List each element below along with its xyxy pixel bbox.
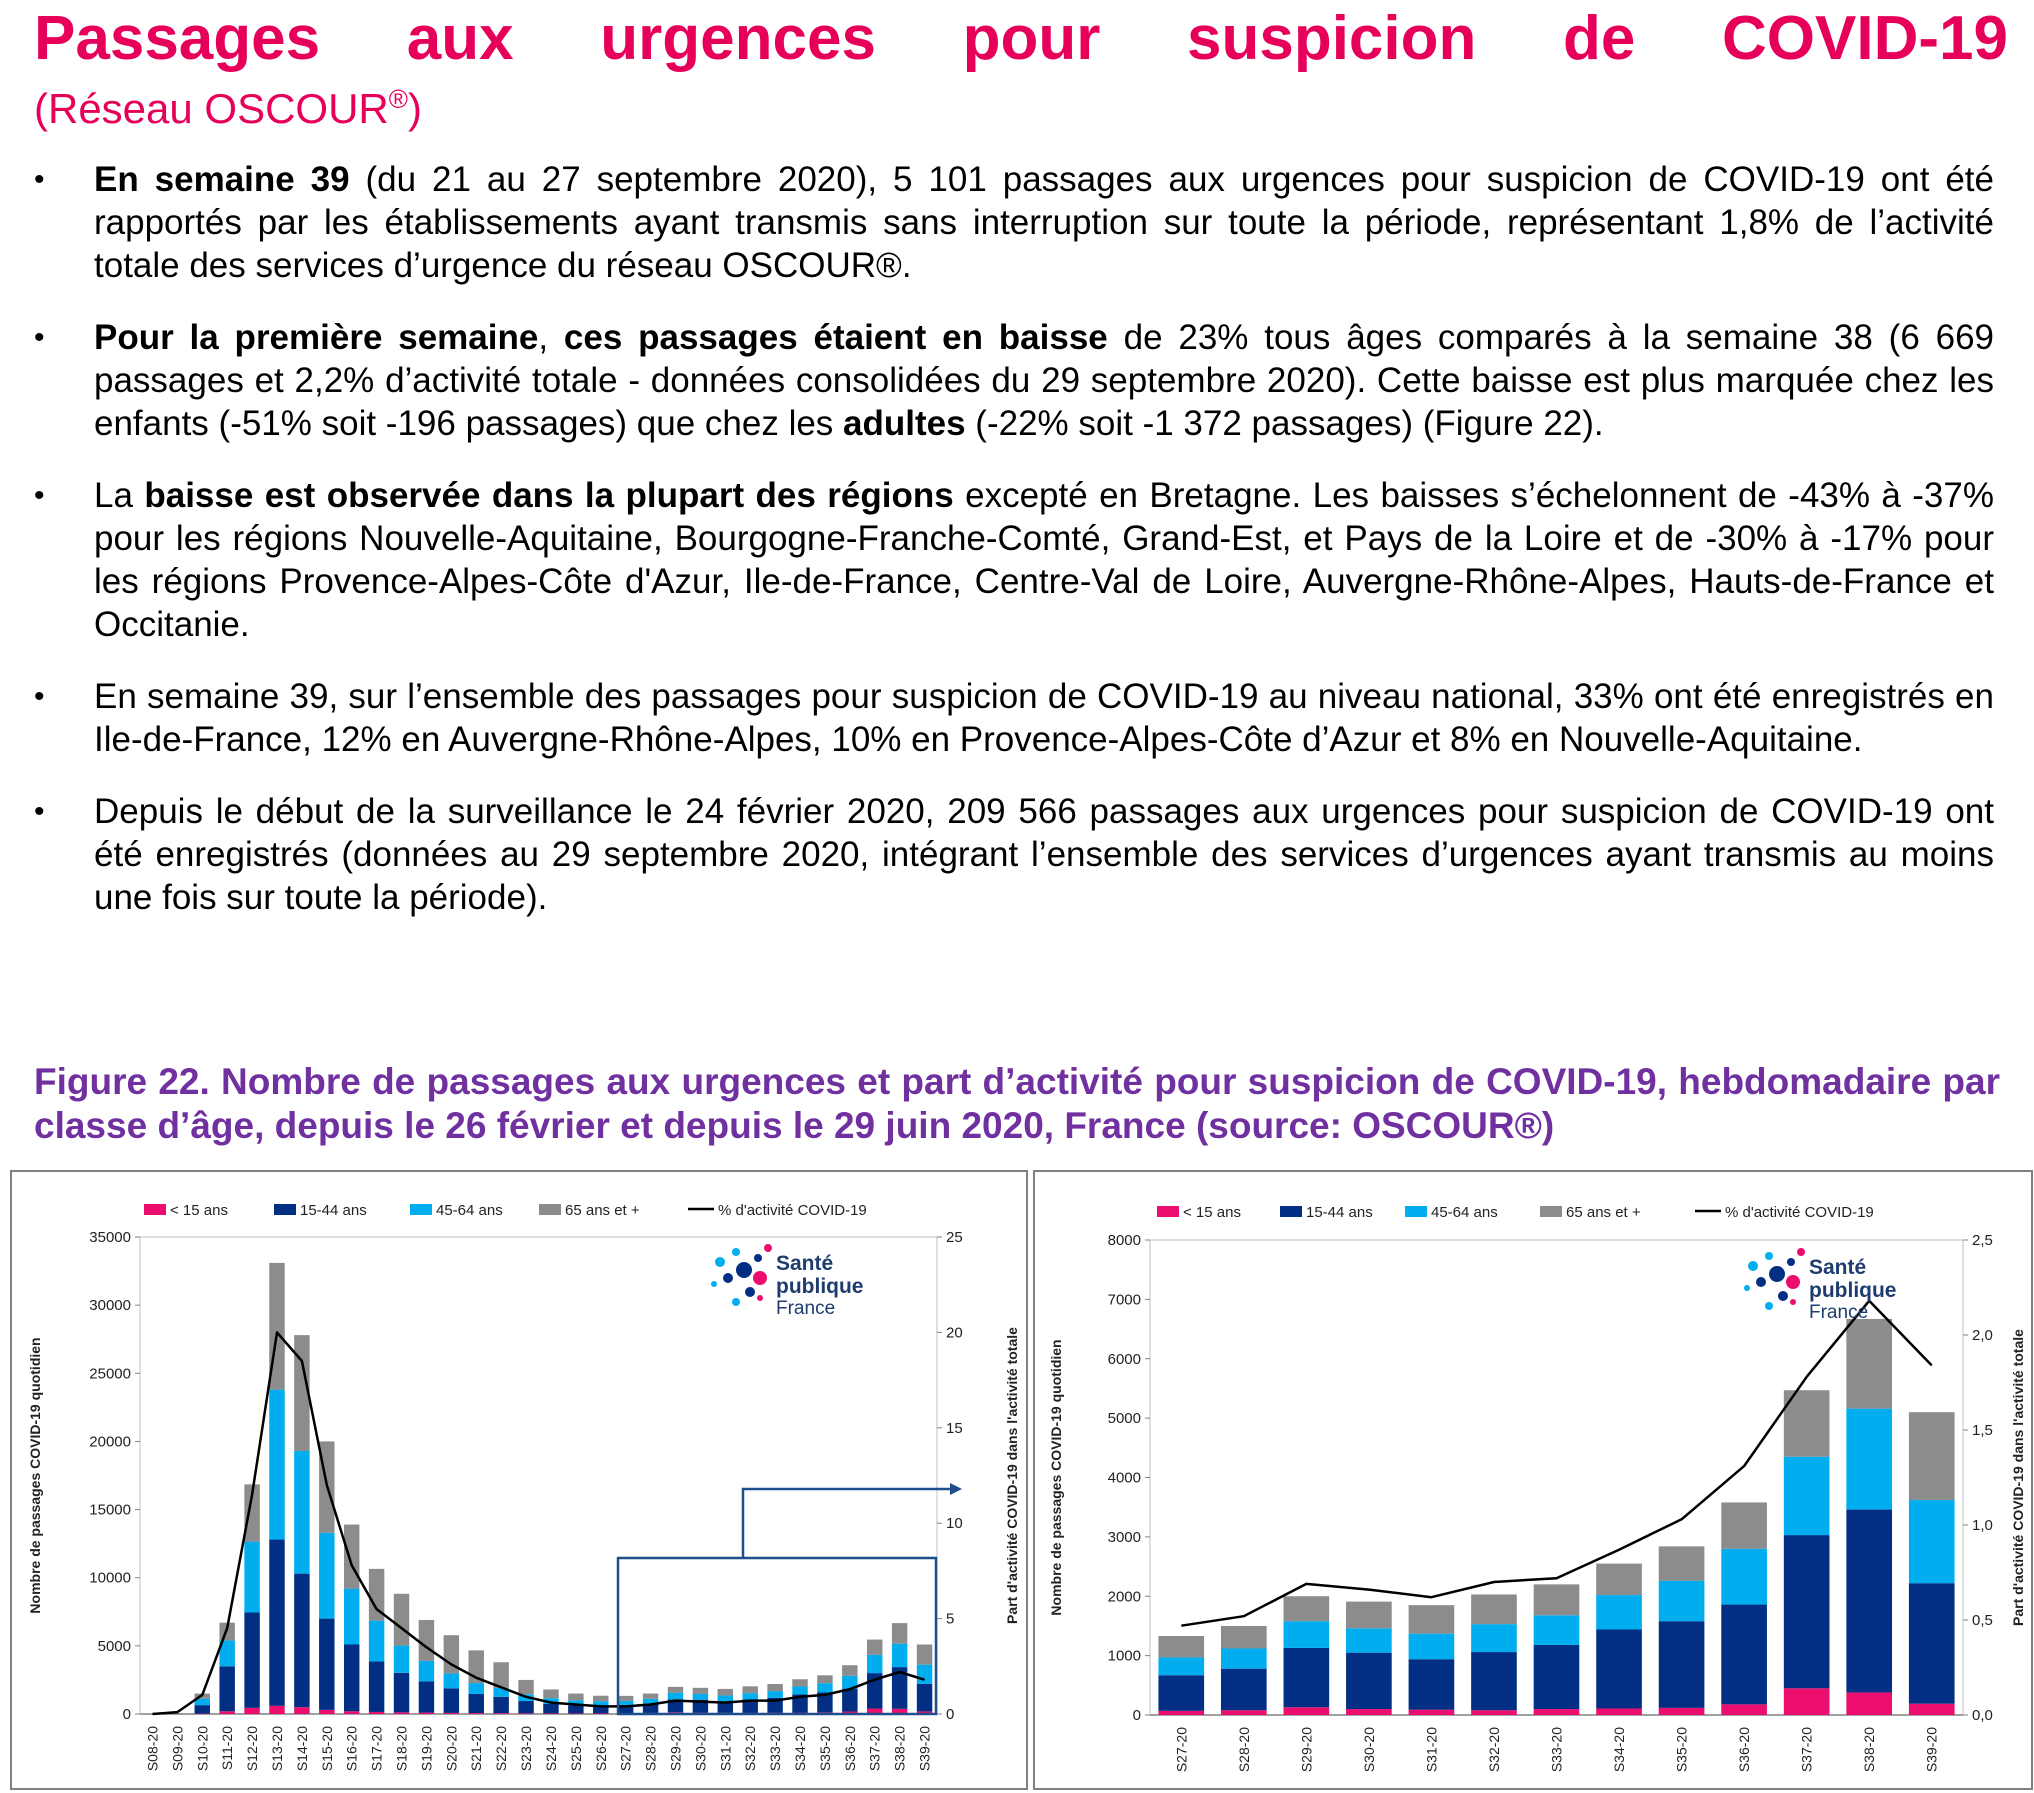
bar-segment [1784,1688,1830,1715]
x-tick-label: S33-20 [1549,1727,1565,1772]
bar-segment [1471,1624,1517,1652]
y2-tick-label: 0,5 [1972,1612,1993,1629]
bar-segment [1409,1634,1455,1660]
bar-segment [742,1686,757,1693]
bar-segment [1284,1596,1330,1621]
y2-tick-label: 2,0 [1972,1327,1993,1344]
bar-segment [1221,1626,1267,1649]
y2-tick-label: 1,0 [1972,1517,1993,1534]
y2-tick-label: 25 [946,1229,963,1246]
bar-segment [518,1680,533,1694]
logo-dot [1778,1291,1788,1301]
legend-label: 15-44 ans [300,1202,367,1219]
y-tick-label: 10000 [89,1570,131,1587]
logo-dot [1790,1299,1796,1305]
x-tick-label: S29-20 [667,1726,683,1771]
bar-segment [1158,1657,1204,1675]
x-tick-label: S35-20 [1674,1727,1690,1772]
bar-segment [1534,1645,1580,1709]
bar-segment [1534,1615,1580,1645]
page-subtitle [34,74,422,134]
bar-segment [1596,1564,1642,1595]
bar-segment [1346,1602,1392,1629]
bar-segment [1221,1710,1267,1715]
bar-segment [543,1713,558,1714]
x-tick-label: S10-20 [194,1726,210,1771]
bar-segment [1784,1535,1830,1688]
logo-dot [715,1257,725,1267]
y2-axis-title: Part d'activité COVID-19 dans l'activité totale [1004,1327,1020,1624]
logo-dot [723,1273,733,1283]
bar-segment [1409,1659,1455,1709]
y-tick-label: 35000 [89,1229,131,1246]
x-tick-label: S37-20 [867,1726,883,1771]
logo-text: publique [1809,1279,1897,1302]
bar-segment [444,1688,459,1713]
bar-segment [419,1620,434,1661]
bullet-text: de 23% tous âges comparés à la semaine 38 (6 669 passages et 2,2% d’activité totale - données consolidées du 29 septembre 2020). Cette baisse est plus marquée chez les enfants (-51% soit -196 passages) que chez les [94,318,1994,443]
bullet-item [34,474,1994,646]
bar-segment [543,1704,558,1714]
bar-segment [1846,1692,1892,1715]
x-tick-label: S30-20 [692,1726,708,1771]
x-tick-label: S17-20 [369,1726,385,1771]
bar-segment [892,1623,907,1644]
zoom-indicator [618,1483,962,1714]
bullet-bold: En semaine 39 [94,160,350,199]
x-tick-label: S29-20 [1298,1727,1314,1772]
bar-segment [1846,1409,1892,1510]
chart-panel-full-period [10,1170,1028,1790]
bar-segment [444,1673,459,1688]
bar-segment [867,1640,882,1655]
bullet-text: excepté en Bretagne. Les baisses s’échelonnent de -43% à -37% pour les régions Nouvelle-Aquitaine, Bourgogne-Franche-Comté, Grand-Est, et Pays de la Loire et de -30% à -17% pour les régions Provence-Alpes-Côte d'Azur, Ile-de-France, Centre-Val de Loire, Auvergne-Rhône-Alpes, Hauts-de-France et Occitanie. [94,476,1994,644]
y-tick-label: 1000 [1108,1648,1141,1665]
logo-dot [753,1271,767,1285]
bar-segment [842,1665,857,1676]
bar-segment [219,1711,234,1714]
legend-swatch [274,1204,296,1215]
bar-segment [1471,1594,1517,1624]
bar-segment [1659,1581,1705,1621]
bar-segment [543,1689,558,1698]
bar-segment [693,1688,708,1694]
bar-segment [344,1589,359,1645]
x-tick-label: S18-20 [394,1726,410,1771]
bar-segment [917,1665,932,1684]
legend-label: % d'activité COVID-19 [1725,1204,1874,1221]
bar-segment [344,1525,359,1589]
logo-dot [736,1262,752,1278]
bar-segment [792,1679,807,1686]
legend-label: 45-64 ans [1431,1204,1498,1221]
y2-tick-label: 1,5 [1972,1422,1993,1439]
bar-segment [1721,1605,1767,1705]
legend-swatch [410,1204,432,1215]
bar-segment [568,1694,583,1701]
bar-segment [668,1693,683,1700]
bar-segment [1471,1652,1517,1710]
bullet-bold: Pour la première semaine [94,318,538,357]
logo-dot [1756,1277,1766,1287]
bar-segment [817,1675,832,1683]
bar-segment [1596,1630,1642,1709]
logo-dot [764,1244,772,1252]
x-tick-label: S22-20 [493,1726,509,1771]
bar-segment [269,1540,284,1706]
bar-segment [892,1644,907,1667]
bar-segment [1346,1653,1392,1709]
x-tick-label: S33-20 [767,1726,783,1771]
bullet-item [34,158,1994,287]
logo-dot [1786,1275,1800,1289]
logo-dot [732,1248,740,1256]
bullet-bold: ces passages étaient en baisse [564,318,1108,357]
bar-segment [1721,1704,1767,1715]
x-tick-label: S39-20 [917,1726,933,1771]
x-tick-label: S34-20 [792,1726,808,1771]
x-tick-label: S28-20 [643,1726,659,1771]
logo-dot [1797,1248,1805,1256]
bar-segment [419,1661,434,1681]
bar-segment [1909,1412,1955,1500]
bar-segment [1596,1708,1642,1715]
x-tick-label: S36-20 [1736,1727,1752,1772]
bullet-text: La [94,476,144,515]
bullet-bold: baisse est observée dans la plupart des régions [144,476,953,515]
x-tick-label: S27-20 [618,1726,634,1771]
x-tick-label: S38-20 [892,1726,908,1771]
x-tick-label: S23-20 [518,1726,534,1771]
bar-segment [1596,1595,1642,1629]
bullet-item [34,316,1994,445]
sante-publique-france-logo [1744,1248,1897,1323]
bar-segment [568,1705,583,1713]
y2-tick-label: 5 [946,1611,954,1628]
bar-segment [1284,1621,1330,1648]
bar-segment [195,1705,210,1713]
bar-segment [1158,1711,1204,1715]
x-tick-label: S08-20 [144,1726,160,1771]
y-tick-label: 0 [123,1706,131,1723]
legend-label: < 15 ans [1183,1204,1241,1221]
bar-segment [767,1691,782,1698]
x-tick-label: S30-20 [1361,1727,1377,1772]
activity-line [153,1332,925,1714]
x-tick-label: S11-20 [219,1726,235,1770]
x-tick-label: S27-20 [1173,1727,1189,1772]
bar-segment [618,1701,633,1705]
y2-tick-label: 20 [946,1324,963,1341]
legend-swatch [1157,1206,1179,1217]
chart-legend [1157,1204,1874,1221]
bar-segment [419,1713,434,1714]
y-tick-label: 7000 [1108,1291,1141,1308]
bar-segment [319,1533,334,1619]
bar-segment [1784,1457,1830,1535]
subtitle-text: (Réseau OSCOUR [34,85,389,132]
bar-segment [469,1694,484,1713]
bar-segment [568,1713,583,1714]
bar-segment [394,1646,409,1673]
bar-segment [493,1713,508,1714]
bar-segment [917,1644,932,1664]
bar-segment [319,1710,334,1714]
bar-segment [817,1683,832,1692]
logo-dot [754,1254,762,1262]
legend-label: 45-64 ans [436,1202,503,1219]
bar-segment [917,1684,932,1712]
y2-axis-title: Part d'activité COVID-19 dans l'activité totale [2010,1329,2026,1626]
bar-segment [1721,1502,1767,1548]
bullet-text: Depuis le début de la surveillance le 24 février 2020, 209 566 passages aux urgences pour suspicion de COVID-19 ont été enregistrés (données au 29 septembre 2020, intégrant l’ensemble des services d’urgences ayant transmis au moins une fois sur toute la période). [94,792,1994,917]
bar-segment [1284,1707,1330,1715]
legend-label: 15-44 ans [1306,1204,1373,1221]
legend-label: < 15 ans [170,1202,228,1219]
logo-dot [711,1281,717,1287]
bar-segment [1346,1628,1392,1652]
logo-dot [757,1295,763,1301]
legend-swatch [144,1204,166,1215]
y2-tick-label: 0,0 [1972,1707,1993,1724]
bar-segment [469,1683,484,1694]
y-tick-label: 6000 [1108,1351,1141,1368]
x-tick-label: S12-20 [244,1726,260,1771]
logo-text: Santé [776,1252,833,1275]
y-tick-label: 2000 [1108,1588,1141,1605]
logo-dot [745,1287,755,1297]
logo-dot [1765,1252,1773,1260]
bar-segment [344,1644,359,1711]
bar-segment [1909,1500,1955,1583]
x-tick-label: S31-20 [1423,1727,1439,1772]
y-tick-label: 30000 [89,1297,131,1314]
bar-segment [1659,1708,1705,1715]
bar-segment [593,1696,608,1701]
bar-segment [643,1694,658,1699]
y2-tick-label: 2,5 [1972,1232,1993,1249]
x-tick-label: S26-20 [593,1726,609,1771]
legend-label: 65 ans et + [1566,1204,1641,1221]
bar-segment [1846,1510,1892,1693]
legend-swatch [539,1204,561,1215]
bar-segment [394,1712,409,1714]
bullet-text: , [538,318,564,357]
bar-segment [1409,1605,1455,1634]
bar-segment [1284,1648,1330,1707]
logo-dot [732,1298,740,1306]
x-tick-label: S37-20 [1799,1727,1815,1772]
logo-dot [1787,1258,1795,1266]
bar-segment [718,1695,733,1701]
bar-segment [718,1689,733,1696]
bullet-text: (-22% soit -1 372 passages) (Figure 22). [966,404,1604,443]
bullet-item [34,675,1994,761]
x-tick-label: S19-20 [418,1726,434,1771]
x-tick-label: S14-20 [294,1726,310,1771]
bar-segment [1346,1709,1392,1715]
zoom-arrow-line [743,1489,952,1558]
logo-dot [1769,1266,1785,1282]
bar-segment [1534,1709,1580,1715]
x-tick-label: S25-20 [568,1726,584,1771]
bullet-text: En semaine 39, sur l’ensemble des passages pour suspicion de COVID-19 au niveau national, 33% ont été enregistrés en Ile-de-France, 12% en Auvergne-Rhône-Alpes, 10% en Provence-Alpes-Côte d’Azur et 8% en Nouvelle-Aquitaine. [94,677,1994,759]
bar-segment [1909,1583,1955,1704]
x-tick-label: S15-20 [319,1726,335,1771]
bullet-list [34,158,1994,948]
bullet-item [34,790,1994,919]
bar-segment [269,1706,284,1714]
bar-segment [742,1693,757,1699]
x-tick-label: S24-20 [543,1726,559,1771]
bullet-bold: adultes [843,404,966,443]
subtitle-end: ) [408,85,422,132]
logo-dot [1744,1285,1750,1291]
x-tick-label: S20-20 [443,1726,459,1771]
bar-segment [767,1684,782,1691]
x-tick-label: S31-20 [717,1726,733,1771]
page-title: Passages aux urgences pour suspicion de COVID-19 [34,2,2008,76]
x-tick-label: S16-20 [344,1726,360,1771]
logo-dot [1765,1302,1773,1310]
registered-mark: ® [389,84,408,114]
y-tick-label: 3000 [1108,1529,1141,1546]
sante-publique-france-logo [711,1244,864,1319]
bar-segment [444,1713,459,1714]
bar-segment [792,1686,807,1694]
bar-segment [693,1694,708,1700]
legend-label: % d'activité COVID-19 [718,1202,867,1219]
x-tick-label: S32-20 [1486,1727,1502,1772]
bar-segment [867,1655,882,1673]
legend-swatch [1540,1206,1562,1217]
chart-since-june [1035,1172,2031,1788]
logo-text: France [776,1298,835,1319]
bar-segment [294,1574,309,1708]
x-tick-label: S32-20 [742,1726,758,1771]
bar-segment [1158,1675,1204,1711]
zoom-arrow-head [950,1483,962,1495]
x-tick-label: S21-20 [468,1726,484,1771]
bar-segment [294,1707,309,1714]
y-tick-label: 25000 [89,1365,131,1382]
bar-segment [369,1712,384,1714]
bar-segment [1909,1704,1955,1715]
bar-segment [1846,1319,1892,1409]
bar-segment [344,1711,359,1714]
y-tick-label: 8000 [1108,1232,1141,1249]
bar-segment [1659,1546,1705,1580]
y-tick-label: 20000 [89,1433,131,1450]
chart-full-period [12,1172,1026,1788]
bar-segment [1721,1549,1767,1605]
bar-segment [1221,1669,1267,1711]
logo-dot [1748,1261,1758,1271]
bar-segment [244,1708,259,1714]
bar-segment [419,1681,434,1712]
bar-segment [369,1662,384,1712]
y-tick-label: 15000 [89,1502,131,1519]
x-tick-label: S34-20 [1611,1727,1627,1772]
bar-segment [394,1673,409,1713]
logo-text: publique [776,1275,864,1298]
bar-segment [842,1689,857,1712]
y2-tick-label: 15 [946,1420,963,1437]
x-tick-label: S38-20 [1861,1727,1877,1772]
bar-stack-group [1158,1319,1954,1715]
legend-label: 65 ans et + [565,1202,640,1219]
x-tick-label: S35-20 [817,1726,833,1771]
chart-panel-since-june [1033,1170,2033,1790]
x-tick-label: S13-20 [269,1726,285,1771]
y-tick-label: 5000 [1108,1410,1141,1427]
y-tick-label: 5000 [98,1638,131,1655]
bullet-text: (du 21 au 27 septembre 2020), 5 101 passages aux urgences pour suspicion de COVID-19 ont été rapportés par les établissements ayant transmis sans interruption sur toute la période, représentant 1,8% de l’activité totale des services d’urgence du réseau OSCOUR®. [94,160,1994,285]
y2-tick-label: 0 [946,1706,954,1723]
bar-segment [219,1666,234,1711]
x-tick-label: S36-20 [842,1726,858,1771]
bar-segment [469,1713,484,1714]
y-axis-title: Nombre de passages COVID-19 quotidien [1048,1339,1064,1615]
bar-segment [593,1713,608,1714]
bar-segment [518,1701,533,1713]
x-tick-label: S39-20 [1924,1727,1940,1772]
bar-segment [493,1697,508,1713]
bar-segment [244,1612,259,1707]
bar-segment [269,1390,284,1540]
y-tick-label: 4000 [1108,1470,1141,1487]
legend-swatch [1405,1206,1427,1217]
bar-segment [1221,1649,1267,1669]
y2-tick-label: 10 [946,1515,963,1532]
logo-text: Santé [1809,1256,1866,1279]
x-tick-label: S28-20 [1236,1727,1252,1772]
x-tick-label: S09-20 [169,1726,185,1771]
bar-segment [1158,1636,1204,1657]
bar-segment [1534,1584,1580,1615]
bar-segment [518,1713,533,1714]
bar-segment [618,1696,633,1701]
bar-segment [294,1451,309,1574]
bar-segment [369,1621,384,1662]
bar-segment [668,1687,683,1693]
logo-text: France [1809,1302,1868,1323]
figure-caption: Figure 22. Nombre de passages aux urgences et part d’activité pour suspicion de COVID-19, hebdomadaire par classe d’âge, depuis le 26 février et depuis le 29 juin 2020, France (source: OSCOUR®) [34,1060,2000,1148]
bar-segment [319,1619,334,1710]
bar-segment [244,1542,259,1613]
legend-swatch [1280,1206,1302,1217]
bar-segment [1659,1621,1705,1708]
bar-segment [1409,1710,1455,1715]
y-axis-title: Nombre de passages COVID-19 quotidien [27,1337,43,1613]
bar-segment [1471,1710,1517,1715]
chart-legend [144,1202,867,1219]
bar-segment [394,1594,409,1646]
y-tick-label: 0 [1133,1707,1141,1724]
